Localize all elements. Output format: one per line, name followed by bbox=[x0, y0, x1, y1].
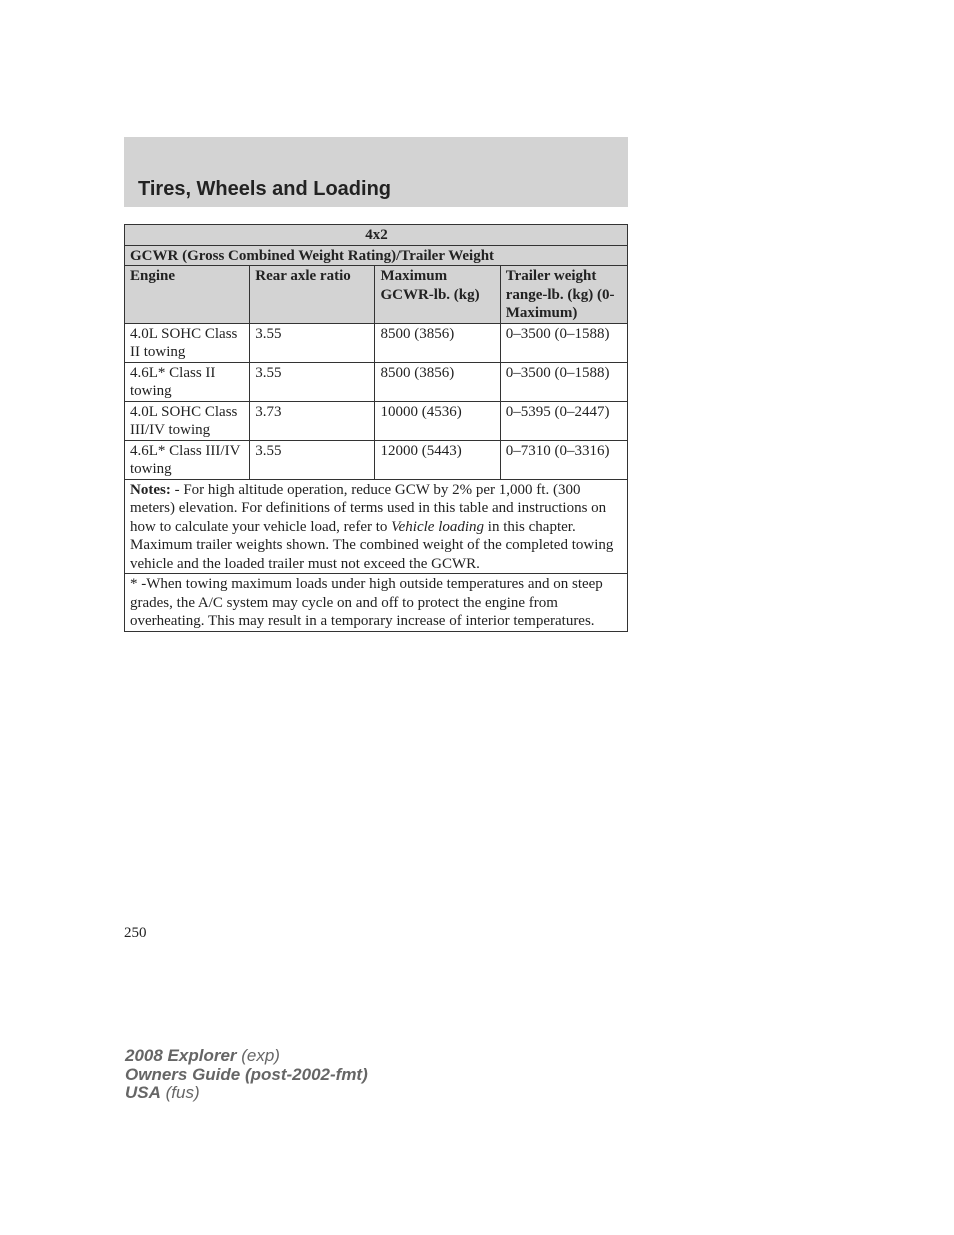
table-cell: 3.73 bbox=[250, 401, 375, 440]
column-header: Trailer weight range-lb. (kg) (0-Maximum) bbox=[500, 266, 627, 324]
table-cell: 3.55 bbox=[250, 440, 375, 479]
table-subtitle: GCWR (Gross Combined Weight Rating)/Trailer Weight bbox=[125, 245, 628, 266]
footnote-row bbox=[125, 574, 628, 632]
table-cell: 12000 (5443) bbox=[375, 440, 500, 479]
table-cell: 4.6L* Class III/IV towing bbox=[125, 440, 250, 479]
notes-text-end: in this chapter. Maximum trailer weights shown. The combined weight of the completed towing vehicle and the loaded trailer must not exceed the GCWR. bbox=[130, 518, 614, 572]
footer-guide: Owners Guide (post-2002-fmt) bbox=[125, 1064, 368, 1084]
column-header: Rear axle ratio bbox=[250, 266, 375, 324]
table-cell: 3.55 bbox=[250, 362, 375, 401]
table-cell: 4.0L SOHC Class II towing bbox=[125, 323, 250, 362]
footer-market: USA bbox=[125, 1083, 161, 1102]
table-cell: 3.55 bbox=[250, 323, 375, 362]
table-row bbox=[125, 440, 628, 479]
table-cell: 0–7310 (0–3316) bbox=[500, 440, 627, 479]
vehicle-loading-reference: Vehicle loading bbox=[391, 518, 485, 535]
section-title: Tires, Wheels and Loading bbox=[138, 178, 392, 200]
table-cell: 0–3500 (0–1588) bbox=[500, 362, 627, 401]
table-cell: 4.6L* Class II towing bbox=[125, 362, 250, 401]
table-drive-row bbox=[125, 225, 628, 246]
table-cell: 0–3500 (0–1588) bbox=[500, 323, 627, 362]
footer-model: 2008 Explorer bbox=[125, 1046, 237, 1065]
table-row bbox=[125, 362, 628, 401]
drive-label: 4x2 bbox=[125, 225, 628, 246]
table-cell: 8500 (3856) bbox=[375, 323, 500, 362]
section-header bbox=[124, 137, 628, 207]
footnote-cell: * -When towing maximum loads under high outside temperatures and on steep grades, the A/C system may cycle on and off to protect the engine from overheating. This may result in a temporary increase of interior temperatures. bbox=[125, 574, 628, 632]
page-number: 250 bbox=[124, 925, 147, 941]
column-header: Maximum GCWR-lb. (kg) bbox=[375, 266, 500, 324]
notes-cell bbox=[125, 479, 628, 574]
table-row bbox=[125, 401, 628, 440]
column-header: Engine bbox=[125, 266, 250, 324]
table-cell: 4.0L SOHC Class III/IV towing bbox=[125, 401, 250, 440]
footer-model-code: (exp) bbox=[236, 1046, 280, 1065]
table-cell: 8500 (3856) bbox=[375, 362, 500, 401]
table-subtitle-row bbox=[125, 245, 628, 266]
table-row bbox=[125, 323, 628, 362]
towing-table bbox=[124, 224, 628, 632]
footer-market-code: (fus) bbox=[160, 1083, 200, 1102]
notes-text: - For high altitude operation, reduce GCW by 2% per 1,000 ft. (300 meters) elevation. For definitions of terms used in this table and instructions on how to calculate your vehicle load, refer to bbox=[130, 481, 607, 535]
table-cell: 10000 (4536) bbox=[375, 401, 500, 440]
notes-row bbox=[125, 479, 628, 574]
table-cell: 0–5395 (0–2447) bbox=[500, 401, 627, 440]
notes-label: Notes: bbox=[130, 481, 171, 498]
document-footer bbox=[125, 1047, 368, 1103]
table-header-row bbox=[125, 266, 628, 324]
